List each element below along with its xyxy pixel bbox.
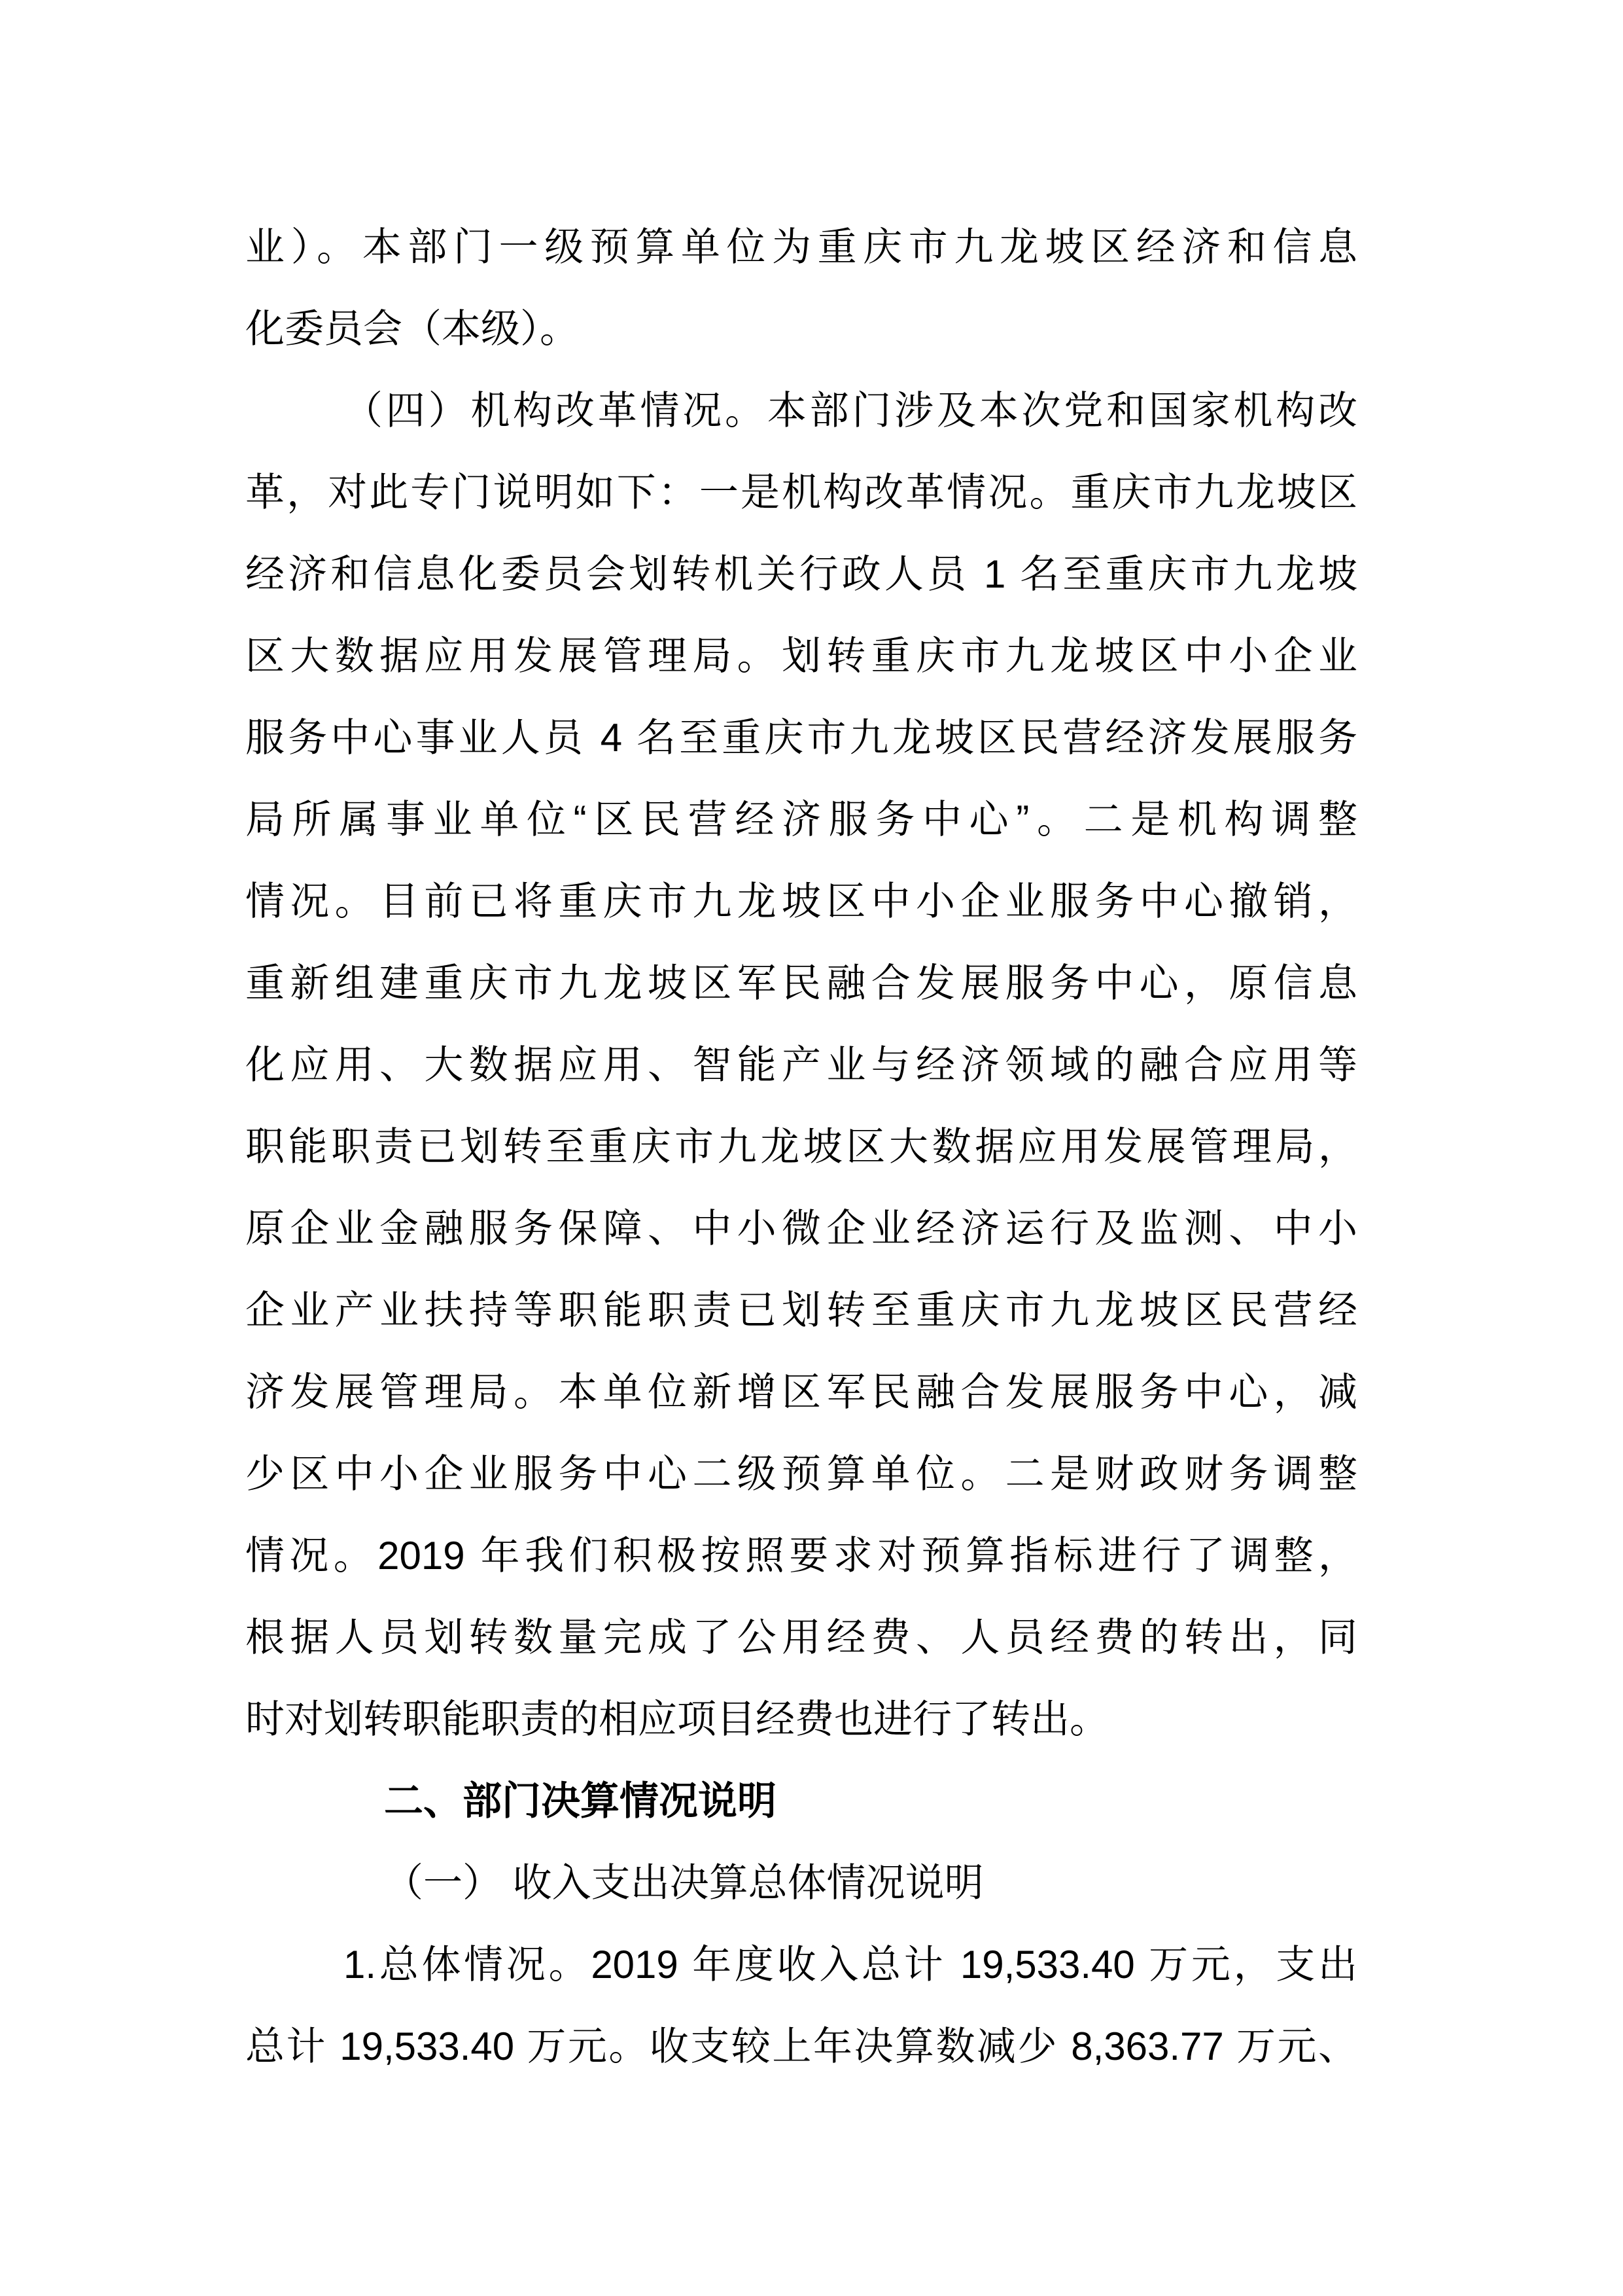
text-line: 职能职责已划转至重庆市九龙坡区大数据应用发展管理局， (245, 1125, 1357, 1169)
text-line: 业）。本部门一级预算单位为重庆市九龙坡区经济和信息 (245, 225, 1357, 269)
text-line: 原企业金融服务保障、中小微企业经济运行及监测、中小 (245, 1207, 1357, 1250)
document-content (245, 206, 1357, 2087)
text-line: 根据人员划转数量完成了公用经费、人员经费的转出，同 (245, 1616, 1357, 1659)
text-line: 情况。目前已将重庆市九龙坡区中小企业服务中心撤销， (245, 879, 1357, 923)
text-line: 少区中小企业服务中心二级预算单位。二是财政财务调整 (245, 1452, 1357, 1496)
subsection-heading: （一） 收入支出决算总体情况说明 (384, 1861, 984, 1905)
text-line: 区大数据应用发展管理局。划转重庆市九龙坡区中小企业 (245, 634, 1357, 678)
text-line: 经济和信息化委员会划转机关行政人员 1 名至重庆市九龙坡 (245, 552, 1357, 596)
text-line: 服务中心事业人员 4 名至重庆市九龙坡区民营经济发展服务 (245, 716, 1357, 760)
text-line: 济发展管理局。本单位新增区军民融合发展服务中心，减 (245, 1370, 1357, 1414)
text-line: 局所属事业单位“区民营经济服务中心”。二是机构调整 (245, 798, 1357, 841)
text-line: 1.总体情况。2019 年度收入总计 19,533.40 万元，支出 (343, 1943, 1357, 1987)
text-line: 化应用、大数据应用、智能产业与经济领域的融合应用等 (245, 1043, 1357, 1087)
text-line: 总计 19,533.40 万元。收支较上年决算数减少 8,363.77 万元、 (245, 2024, 1357, 2068)
text-line: 企业产业扶持等职能职责已划转至重庆市九龙坡区民营经 (245, 1288, 1357, 1332)
text-line: 革，对此专门说明如下：一是机构改革情况。重庆市九龙坡区 (245, 470, 1357, 514)
text-line: 情况。2019 年我们积极按照要求对预算指标进行了调整， (245, 1534, 1357, 1578)
text-line: （四）机构改革情况。本部门涉及本次党和国家机构改 (343, 389, 1357, 433)
text-line: 时对划转职能职责的相应项目经费也进行了转出。 (245, 1697, 1109, 1741)
section-heading: 二、部门决算情况说明 (384, 1779, 777, 1823)
text-line: 重新组建重庆市九龙坡区军民融合发展服务中心，原信息 (245, 961, 1357, 1005)
text-line: 化委员会（本级）。 (245, 307, 579, 351)
